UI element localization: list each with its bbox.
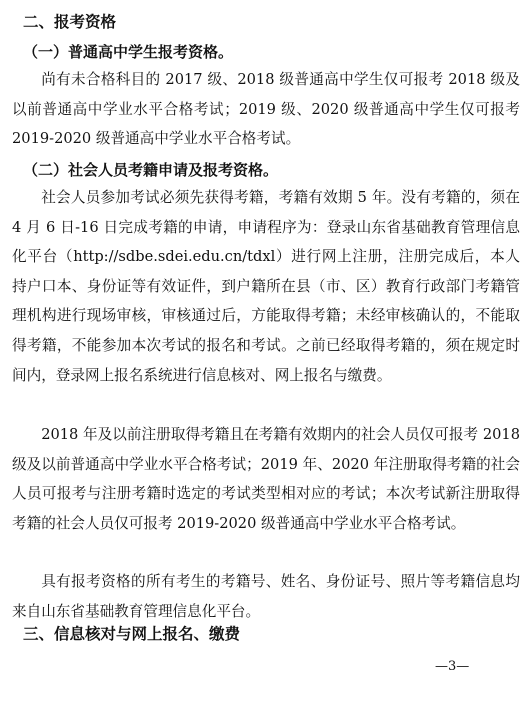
- subsection-heading-social-candidates: （二）社会人员考籍申请及报考资格。: [23, 161, 279, 179]
- subsection-heading-students: （一）普通高中学生报考资格。: [23, 43, 234, 61]
- section-heading-info-check-registration: 三、信息核对与网上报名、缴费: [23, 625, 241, 643]
- section-heading-eligibility: 二、报考资格: [23, 13, 117, 31]
- paragraph-registration-procedure: 社会人员参加考试必须先获得考籍，考籍有效期 5 年。没有考籍的，须在 4 月 6 日-16 日完成考籍的申请，申请程序为：登录山东省基础教育管理信息化平台（http://sdbe.sdei.edu.cn/tdxl）进行网上注册，注册完成后，本人持户口本、身份证等有效证件，到户籍所在县（市、区）教育行政部门考籍管理机构进行现场审核，审核通过后，方能取得考籍；未经审核确认的，不能取得考籍，不能参加本次考试的报名和考试。之前已经取得考籍的，须在规定时间内，登录网上报名系统进行信息核对、网上报名与缴费。: [12, 189, 520, 384]
- paragraph-social-eligibility: 2018 年及以前注册取得考籍且在考籍有效期内的社会人员仅可报考 2018 级及以前普通高中学业水平合格考试；2019 年、2020 年注册取得考籍的社会人员可报考与注册考籍时选定的考试类型相对应的考试；本次考试新注册取得考籍的社会人员仅可报考 2019-2020 级普通高中学业水平合格考试。: [12, 426, 520, 532]
- paragraph-registration-info-source: 具有报考资格的所有考生的考籍号、姓名、身份证号、照片等考籍信息均来自山东省基础教育管理信息化平台。: [12, 573, 520, 620]
- page-number: —3—: [435, 659, 470, 674]
- paragraph-student-eligibility: 尚有未合格科目的 2017 级、2018 级普通高中学生仅可报考 2018 级及以前普通高中学业水平合格考试；2019 级、2020 级普通高中学生仅可报考 2019-2020 级普通高中学业水平合格考试。: [12, 71, 520, 148]
